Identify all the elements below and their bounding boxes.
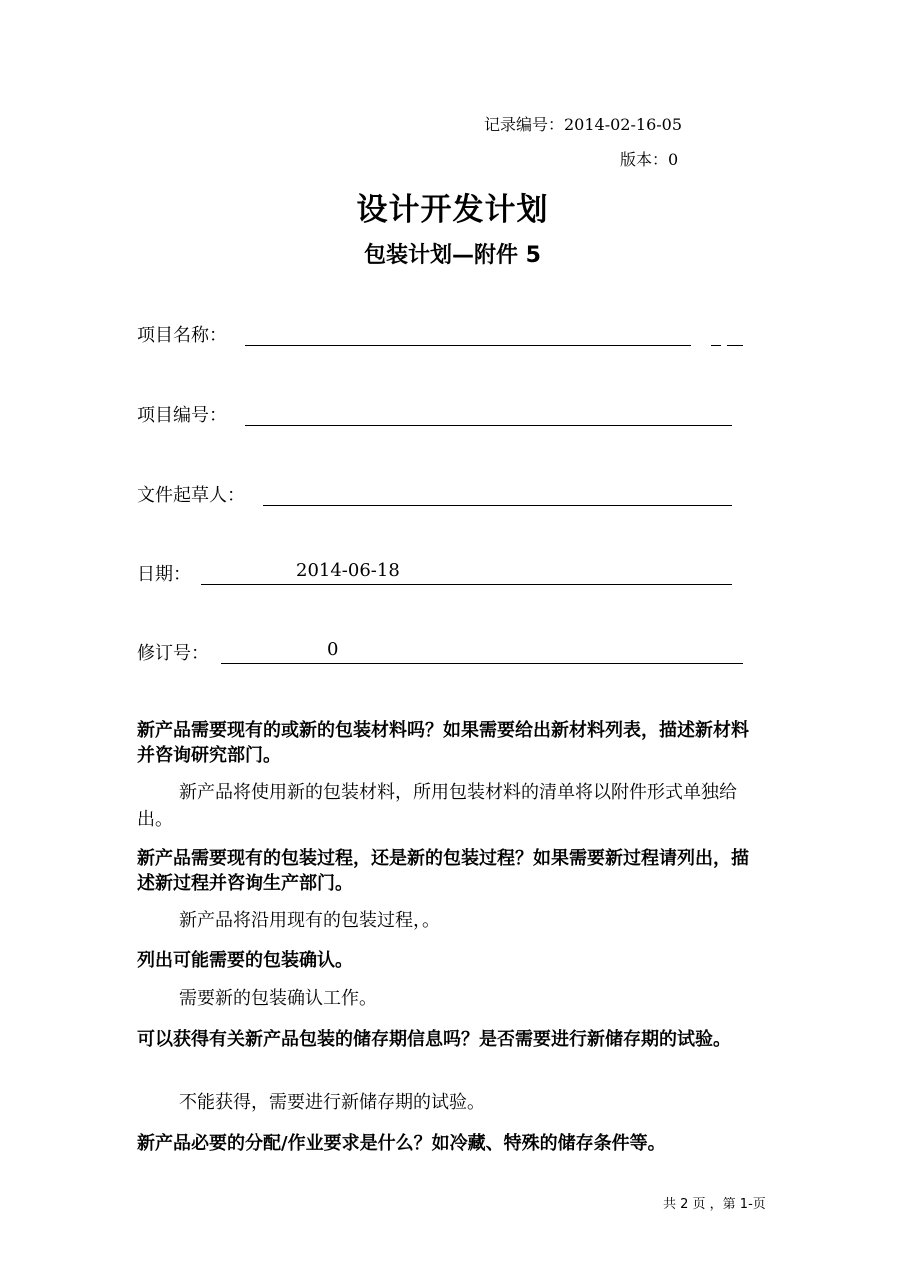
record-number: 记录编号：2014-02-16-05: [484, 115, 683, 134]
project-number-label: 项目编号：: [137, 405, 227, 426]
drafter-label: 文件起草人：: [137, 485, 245, 506]
project-name-underline-end: [727, 345, 743, 346]
question-4: 可以获得有关新产品包装的储存期信息吗？是否需要进行新储存期的试验。: [137, 1029, 731, 1050]
drafter-field: [137, 481, 737, 509]
date-underline: [201, 584, 732, 585]
page-footer: 共 2 页 ，第 1-页: [663, 1197, 766, 1212]
date-field: [137, 560, 737, 588]
question-2: 新产品需要现有的包装过程，还是新的包装过程？如果需要新过程请列出，描述新过程并咨询生产部门。: [137, 848, 749, 894]
question-5: 新产品必要的分配/作业要求是什么？如冷藏、特殊的储存条件等。: [137, 1133, 666, 1154]
drafter-underline: [263, 505, 732, 506]
project-name-underline-tail: [711, 345, 721, 346]
answer-1: 新产品将使用新的包装材料，所用包装材料的清单将以附件形式单独给出。: [137, 782, 737, 830]
answer-3: 需要新的包装确认工作。: [179, 988, 377, 1009]
revision-field: [137, 639, 747, 667]
answer-4: 不能获得，需要进行新储存期的试验。: [179, 1092, 485, 1113]
date-label: 日期：: [137, 564, 191, 585]
project-name-underline: [245, 345, 691, 346]
answer-2: 新产品将沿用现有的包装过程，。: [179, 910, 440, 931]
revision-underline: [221, 663, 743, 664]
project-number-underline-mid: [275, 425, 455, 426]
project-number-field: [137, 401, 737, 429]
revision-value: 0: [327, 639, 339, 660]
question-1: 新产品需要现有的或新的包装材料吗？如果需要给出新材料列表，描述新材料并咨询研究部门。: [137, 720, 749, 766]
date-value: 2014-06-18: [296, 560, 400, 581]
document-subtitle: 包装计划—附件 5: [364, 243, 541, 268]
project-number-underline-start: [245, 425, 275, 426]
revision-label: 修订号：: [137, 643, 209, 664]
version-number: 版本：0: [620, 150, 679, 169]
question-3: 列出可能需要的包装确认。: [137, 950, 353, 971]
project-name-field: [137, 321, 747, 349]
document-title: 设计开发计划: [356, 192, 549, 228]
project-name-label: 项目名称：: [137, 325, 227, 346]
project-number-underline-end: [455, 425, 732, 426]
